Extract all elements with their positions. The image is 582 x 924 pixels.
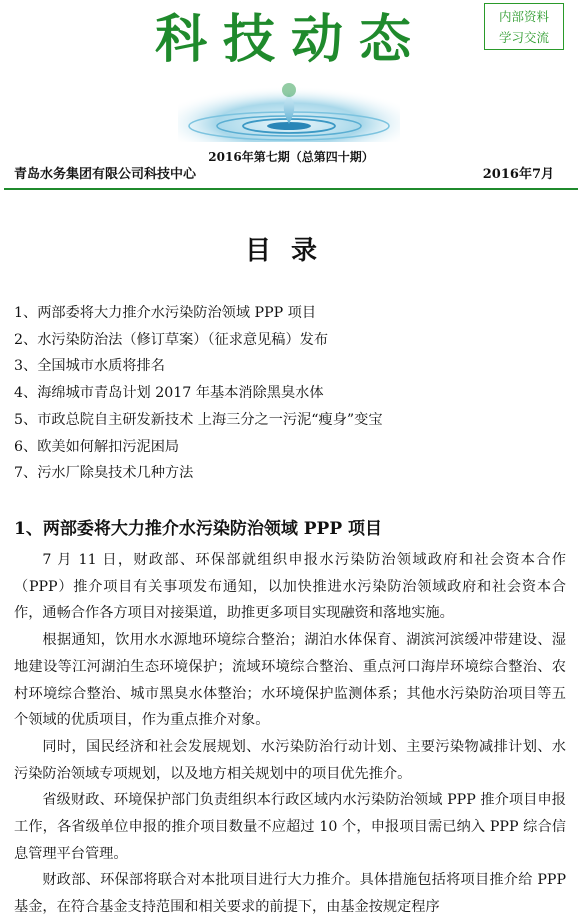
publisher-line [14,166,568,184]
water-drop-ripple-image [178,80,400,142]
section-heading: 1、两部委将大力推介水污染防治领域 PPP 项目 [14,519,383,539]
stamp-line-2: 学习交流 [498,30,549,45]
toc-item[interactable]: 6、欧美如何解扣污泥困局 [14,438,180,455]
issue-number: 2016年第七期（总第四十期） [208,150,374,164]
paragraph: 根据通知，饮用水水源地环境综合整治；湖泊水体保育、湖滨河滨缓冲带建设、湿地建设等江河湖泊生态环境保护；流域环境综合整治、重点河口海岸环境综合整治、农村环境综合整治、城市黑臭水体整治；水环境保护监测体系；其他水污染防治项目等五个领域的优质项目，作为重点推介对象。 [14,632,566,729]
table-of-contents [14,300,383,487]
masthead-divider [4,188,578,190]
internal-use-stamp [484,3,564,50]
article-body [14,547,566,921]
publication-date: 2016年7月 [482,167,554,182]
paragraph: 7 月 11 日，财政部、环保部就组织申报水污染防治领域政府和社会资本合作（PPP）推介项目有关事项发布通知，以加快推进水污染防治领域政府和社会资本合作，通畅合作各方项目对接渠道，助推更多项目实现融资和落地实施。 [14,552,566,622]
toc-item[interactable]: 4、海绵城市青岛计划 2017 年基本消除黑臭水体 [14,385,324,402]
toc-item[interactable]: 7、污水厂除臭技术几种方法 [14,465,194,482]
paragraph: 省级财政、环境保护部门负责组织本行政区域内水污染防治领域 PPP 推介项目申报工作，各省级单位申报的推介项目数量不应超过 10 个，申报项目需已纳入 PPP 综合信息管理平台管理。 [14,792,566,862]
stamp-line-1: 内部资料 [498,9,549,24]
paragraph: 同时，国民经济和社会发展规划、水污染防治行动计划、主要污染物减排计划、水污染防治领域专项规划，以及地方相关规划中的项目优先推介。 [14,738,566,782]
masthead [0,0,582,200]
toc-item[interactable]: 1、两部委将大力推介水污染防治领域 PPP 项目 [14,305,317,321]
toc-item[interactable]: 2、水污染防治法（修订草案）（征求意见稿）发布 [14,331,329,348]
masthead-title: 科技动态 [154,10,427,70]
paragraph: 财政部、环保部将联合对本批项目进行大力推介。具体措施包括将项目推介给 PPP 基金，在符合基金支持范围和相关要求的前提下，由基金按规定程序 [14,872,566,916]
toc-item[interactable]: 5、市政总院自主研发新技术 上海三分之一污泥“瘦身”变宝 [14,411,383,428]
toc-item[interactable]: 3、全国城市水质将排名 [14,358,165,375]
toc-title: 目录 [244,236,337,266]
publisher-name: 青岛水务集团有限公司科技中心 [14,167,197,182]
